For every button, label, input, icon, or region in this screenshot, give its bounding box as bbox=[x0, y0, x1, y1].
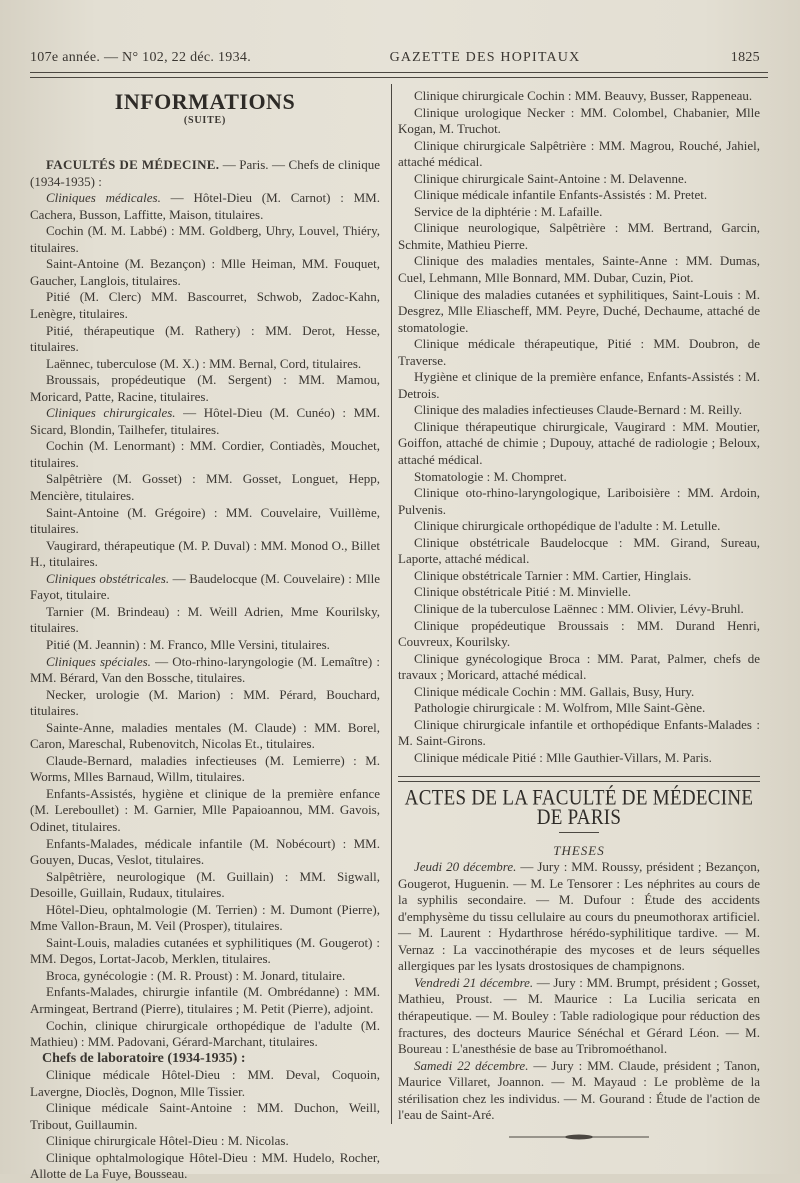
journal-title: GAZETTE DES HOPITAUX bbox=[389, 50, 581, 65]
lab-entry: Clinique oto-rhino-laryngologique, Lariboisière : MM. Ardoin, Pulvenis. bbox=[398, 485, 760, 517]
lab-entry: Clinique chirurgicale orthopédique de l'adulte : M. Letulle. bbox=[414, 518, 721, 534]
clinique-entry: Broussais, propédeutique (M. Sergent) : MM. Mamou, Moricard, Patte, Racine, titulaires. bbox=[30, 372, 380, 404]
lab-entry: Clinique médicale Cochin : MM. Gallais, Busy, Hury. bbox=[414, 683, 695, 699]
paragraph-rest: — Hôtel-Dieu (M. Carnot) : MM. Cachera, Busson, Laffitte, Maison, titulaires. bbox=[30, 190, 380, 222]
lab-entry: Clinique des maladies mentales, Sainte-Anne : MM. Dumas, Cuel, Lehmann, Mlle Bonnard, MM. Dubar, Cuzin, Piot. bbox=[398, 253, 760, 286]
clinique-entry: Cochin, clinique chirurgicale orthopédique de l'adulte (M. Mathieu) : MM. Padovani, Gérard-Marchant, titulaires. bbox=[30, 1017, 380, 1050]
issue-info: 107e année. — N° 102, 22 déc. 1934. bbox=[30, 50, 251, 65]
paragraph-rest: — Hôtel-Dieu (M. Cunéo) : MM. Sicard, Blondin, Tailhefer, titulaires. bbox=[30, 405, 380, 437]
thesis-date: Jeudi 20 décembre. bbox=[414, 859, 517, 875]
clinique-entry: Pitié, thérapeutique (M. Rathery) : MM. Derot, Hesse, titulaires. bbox=[30, 322, 380, 355]
thesis-date: Samedi 22 décembre. bbox=[414, 1057, 529, 1073]
clinique-entry: Salpêtrière, neurologique (M. Guillain) : MM. Sigwall, Desoille, Guillain, Rudaux, titulaires. bbox=[30, 868, 380, 901]
lab-entry: Hygiène et clinique de la première enfance, Enfants-Assistés : M. Detrois. bbox=[398, 369, 760, 401]
lab-entry: Clinique chirurgicale infantile et orthopédique Enfants-Malades : M. Saint-Girons. bbox=[398, 716, 760, 749]
clinique-entry bbox=[30, 190, 380, 223]
informations-headline: INFORMATIONS bbox=[114, 89, 296, 114]
clinique-entry: Laënnec, tuberculose (M. X.) : MM. Bernal, Cord, titulaires. bbox=[46, 355, 362, 371]
lab-entry: Stomatologie : M. Chompret. bbox=[414, 468, 567, 484]
section-lead-bold: FACULTÉS DE MÉDECINE. bbox=[46, 157, 220, 173]
clinique-entry: Hôtel-Dieu, ophtalmologie (M. Terrien) : M. Dumont (Pierre), Mme Vallon-Braun, M. Veil (Prosper), titulaires. bbox=[30, 901, 380, 934]
lab-entry: Clinique urologique Necker : MM. Colombel, Chabanier, Mlle Kogan, M. Truchot. bbox=[398, 104, 760, 137]
end-ornament bbox=[509, 1132, 649, 1142]
clinique-entry: Cochin (M. Lenormant) : MM. Cordier, Contiadès, Mouchet, titulaires. bbox=[30, 438, 380, 470]
lab-entry: Clinique des maladies cutanées et syphilitiques, Saint-Louis : M. Desgrez, Mlle Eliascheff, MM. Peyre, Duché, Dechaume, attaché de stomatologie. bbox=[398, 286, 760, 335]
lab-entry: Clinique chirurgicale Hôtel-Dieu : M. Nicolas. bbox=[46, 1133, 289, 1149]
lab-entry: Clinique de la tuberculose Laënnec : MM. Olivier, Lévy-Bruhl. bbox=[414, 600, 744, 616]
section-rule bbox=[398, 776, 760, 782]
clinique-entry: Enfants-Malades, chirurgie infantile (M. Ombrédanne) : MM. Armingeat, Bertrand (Pierre), titulaires ; M. Petit (Pierre), adjoint. bbox=[30, 984, 380, 1016]
lab-entry: Clinique chirurgicale Saint-Antoine : M. Delavenne. bbox=[414, 170, 688, 186]
lab-entry: Pathologie chirurgicale : M. Wolfrom, Mlle Saint-Gène. bbox=[414, 700, 706, 716]
section-label: Cliniques obstétricales. bbox=[46, 570, 170, 586]
lab-entry: Clinique obstétricale Baudelocque : MM. Girand, Sureau, Laporte, attaché médical. bbox=[398, 534, 760, 567]
lab-entry: Clinique médicale Pitié : Mlle Gauthier-Villars, M. Paris. bbox=[414, 749, 712, 765]
thesis-date: Vendredi 21 décembre. bbox=[414, 974, 534, 990]
thesis-details: — Jury : MM. Roussy, président ; Bezançon, Gougerot, Huguenin. — M. Le Tensorer : Les néphrites au cours de la syphilis secondaire. — M. Dufour : Étude des accidents d'emphysème du tissu cellulaire au cours du pneumothorax artificiel. — M. Laurent : Hydarthrose hérédo-syphilitique tardive. — M. Vernaz : La vaccinothérapie des mycoses et de leurs séquelles allergiques par les lysats drostosiques de champignons. bbox=[398, 859, 760, 974]
thesis-day-entry bbox=[398, 1058, 760, 1124]
clinique-entry: Broca, gynécologie : (M. R. Proust) : M. Jonard, titulaire. bbox=[46, 967, 346, 983]
clinique-entry: Salpêtrière (M. Gosset) : MM. Gosset, Longuet, Hepp, Mencière, titulaires. bbox=[30, 471, 380, 504]
lab-entry: Clinique chirurgicale Salpêtrière : MM. Magrou, Rouché, Jahiel, attaché médical. bbox=[398, 137, 760, 170]
actes-title: ACTES DE LA FACULTÉ DE MÉDECINE DE PARIS bbox=[404, 786, 754, 830]
lab-entry: Clinique obstétricale Pitié : M. Minvielle. bbox=[414, 584, 631, 600]
running-head bbox=[30, 50, 760, 72]
thesis-day-entry bbox=[398, 975, 760, 1058]
lab-entry: Clinique neurologique, Salpêtrière : MM. Bertrand, Garcin, Schmite, Mathieu Pierre. bbox=[398, 220, 760, 252]
clinique-entry: Necker, urologie (M. Marion) : MM. Pérard, Bouchard, titulaires. bbox=[30, 686, 380, 719]
clinique-entry: Tarnier (M. Brindeau) : M. Weill Adrien, Mme Kourilsky, titulaires. bbox=[30, 603, 380, 636]
header-rule bbox=[30, 72, 768, 78]
clinique-entry: Claude-Bernard, maladies infectieuses (M. Lemierre) : M. Worms, Mlles Barnaud, Willm, titulaires. bbox=[30, 752, 380, 785]
clinique-entry bbox=[30, 571, 380, 604]
thesis-details: — Jury : MM. Claude, président ; Tanon, Maurice Villaret, Joannon. — M. Mayaud : Le problème de la stérilisation chez les individus. — M. Gourand : Étude de l'action de l'eau de Saint-Aré. bbox=[398, 1057, 760, 1123]
clinique-entry bbox=[30, 405, 380, 438]
column-divider bbox=[391, 84, 392, 1124]
clinique-entry: Vaugirard, thérapeutique (M. P. Duval) : MM. Monod O., Billet H., titulaires. bbox=[30, 537, 380, 570]
theses-list bbox=[398, 859, 760, 1124]
lab-chefs-list bbox=[30, 1067, 380, 1183]
clinique-chefs-list bbox=[30, 190, 380, 1050]
clinique-entry: Saint-Louis, maladies cutanées et syphilitiques (M. Gougerot) : MM. Degos, Lortat-Jacob, Merklen, titulaires. bbox=[30, 934, 380, 967]
section-lead bbox=[30, 157, 380, 190]
lab-entry: Clinique des maladies infectieuses Claude-Bernard : M. Reilly. bbox=[414, 402, 743, 418]
clinique-entry: Sainte-Anne, maladies mentales (M. Claude) : MM. Borel, Caron, Mareschal, Rubenovitch, Nicolas Et., titulaires. bbox=[30, 719, 380, 752]
clinique-entry bbox=[30, 654, 380, 687]
lab-entry: Clinique thérapeutique chirurgicale, Vaugirard : MM. Moutier, Goiffon, attaché de chimie ; Dupouy, attaché de radiologie ; Beloux, attaché médical. bbox=[398, 418, 760, 468]
lab-entry: Service de la diphtérie : M. Lafaille. bbox=[414, 203, 603, 219]
section-label: Cliniques spéciales. bbox=[46, 653, 151, 669]
paragraph-rest: — Oto-rhino-laryngologie (M. Lemaître) : MM. Bérard, Van den Bossche, titulaires. bbox=[30, 653, 380, 686]
clinique-entry: Cochin (M. M. Labbé) : MM. Goldberg, Uhry, Louvel, Thiéry, titulaires. bbox=[30, 223, 380, 255]
lab-entry: Clinique propédeutique Broussais : MM. Durand Henri, Couvreux, Kourilsky. bbox=[398, 617, 760, 650]
left-column bbox=[30, 88, 380, 1183]
lab-entry: Clinique chirurgicale Cochin : MM. Beauvy, Busser, Rappeneau. bbox=[414, 88, 753, 103]
page-number: 1825 bbox=[730, 50, 760, 65]
clinique-entry: Enfants-Malades, médicale infantile (M. Nobécourt) : MM. Gouyen, Ducas, Veslot, titulaires. bbox=[30, 835, 380, 868]
lab-entry: Clinique médicale Saint-Antoine : MM. Duchon, Weill, Tribout, Guillaumin. bbox=[30, 1100, 380, 1132]
lab-entry: Clinique obstétricale Tarnier : MM. Cartier, Hinglais. bbox=[414, 567, 692, 583]
clinique-entry: Pitié (M. Jeannin) : M. Franco, Mlle Versini, titulaires. bbox=[46, 636, 330, 652]
lab-entry: Clinique gynécologique Broca : MM. Parat, Palmer, chefs de travaux ; Moricard, attaché médical. bbox=[398, 650, 760, 683]
suite-subhead: (SUITE) bbox=[183, 114, 227, 126]
paragraph-rest: — Baudelocque (M. Couvelaire) : Mlle Fayot, titulaire. bbox=[30, 570, 380, 603]
lab-entry: Clinique médicale thérapeutique, Pitié : MM. Doubron, de Traverse. bbox=[398, 336, 760, 368]
clinique-entry: Enfants-Assistés, hygiène et clinique de la première enfance (M. Lereboullet) : M. Garnier, Mlle Papaioannou, MM. Gavois, Odinet, titulaires. bbox=[30, 785, 380, 834]
lab-entry: Clinique ophtalmologique Hôtel-Dieu : MM. Hudelo, Rocher, Allotte de La Fuye, Bousseau. bbox=[30, 1149, 380, 1182]
right-column bbox=[398, 88, 760, 1142]
clinique-entry: Saint-Antoine (M. Bezançon) : Mlle Heiman, MM. Fouquet, Gaucher, Langlois, titulaires. bbox=[30, 256, 380, 288]
theses-title: THESES bbox=[553, 842, 605, 858]
clinique-entry: Saint-Antoine (M. Grégoire) : MM. Couvelaire, Vuillème, titulaires. bbox=[30, 504, 380, 537]
section-label: Cliniques médicales. bbox=[46, 190, 161, 206]
lab-entry: Clinique médicale Hôtel-Dieu : MM. Deval, Coquoin, Lavergne, Dioclès, Dognon, Mlle Tissier. bbox=[30, 1067, 380, 1099]
thesis-details: — Jury : MM. Brumpt, président ; Gosset, Mathieu, Proust. — M. Maurice : La Lucilia sericata en thérapeutique. — M. Bouley : Table radiologique pour réduction des fractures, des docteurs Maurice Sénéchal et Gérard Léon. — M. Boureau : L'anesthésie de base au Tribromoéthanol. bbox=[398, 974, 760, 1057]
section-lead-rest: — Paris. — Chefs de clinique (1934-1935) : bbox=[30, 157, 380, 189]
section-label: Cliniques chirurgicales. bbox=[46, 405, 176, 421]
lab-entry: Clinique médicale infantile Enfants-Assistés : M. Pretet. bbox=[414, 187, 708, 203]
short-rule bbox=[559, 832, 599, 833]
lab-chefs-title: Chefs de laboratoire (1934-1935) : bbox=[42, 1050, 246, 1066]
lab-chefs-continued-list bbox=[398, 88, 760, 766]
thesis-day-entry bbox=[398, 859, 760, 975]
clinique-entry: Pitié (M. Clerc) MM. Bascourret, Schwob, Zadoc-Kahn, Lenègre, titulaires. bbox=[30, 289, 380, 322]
